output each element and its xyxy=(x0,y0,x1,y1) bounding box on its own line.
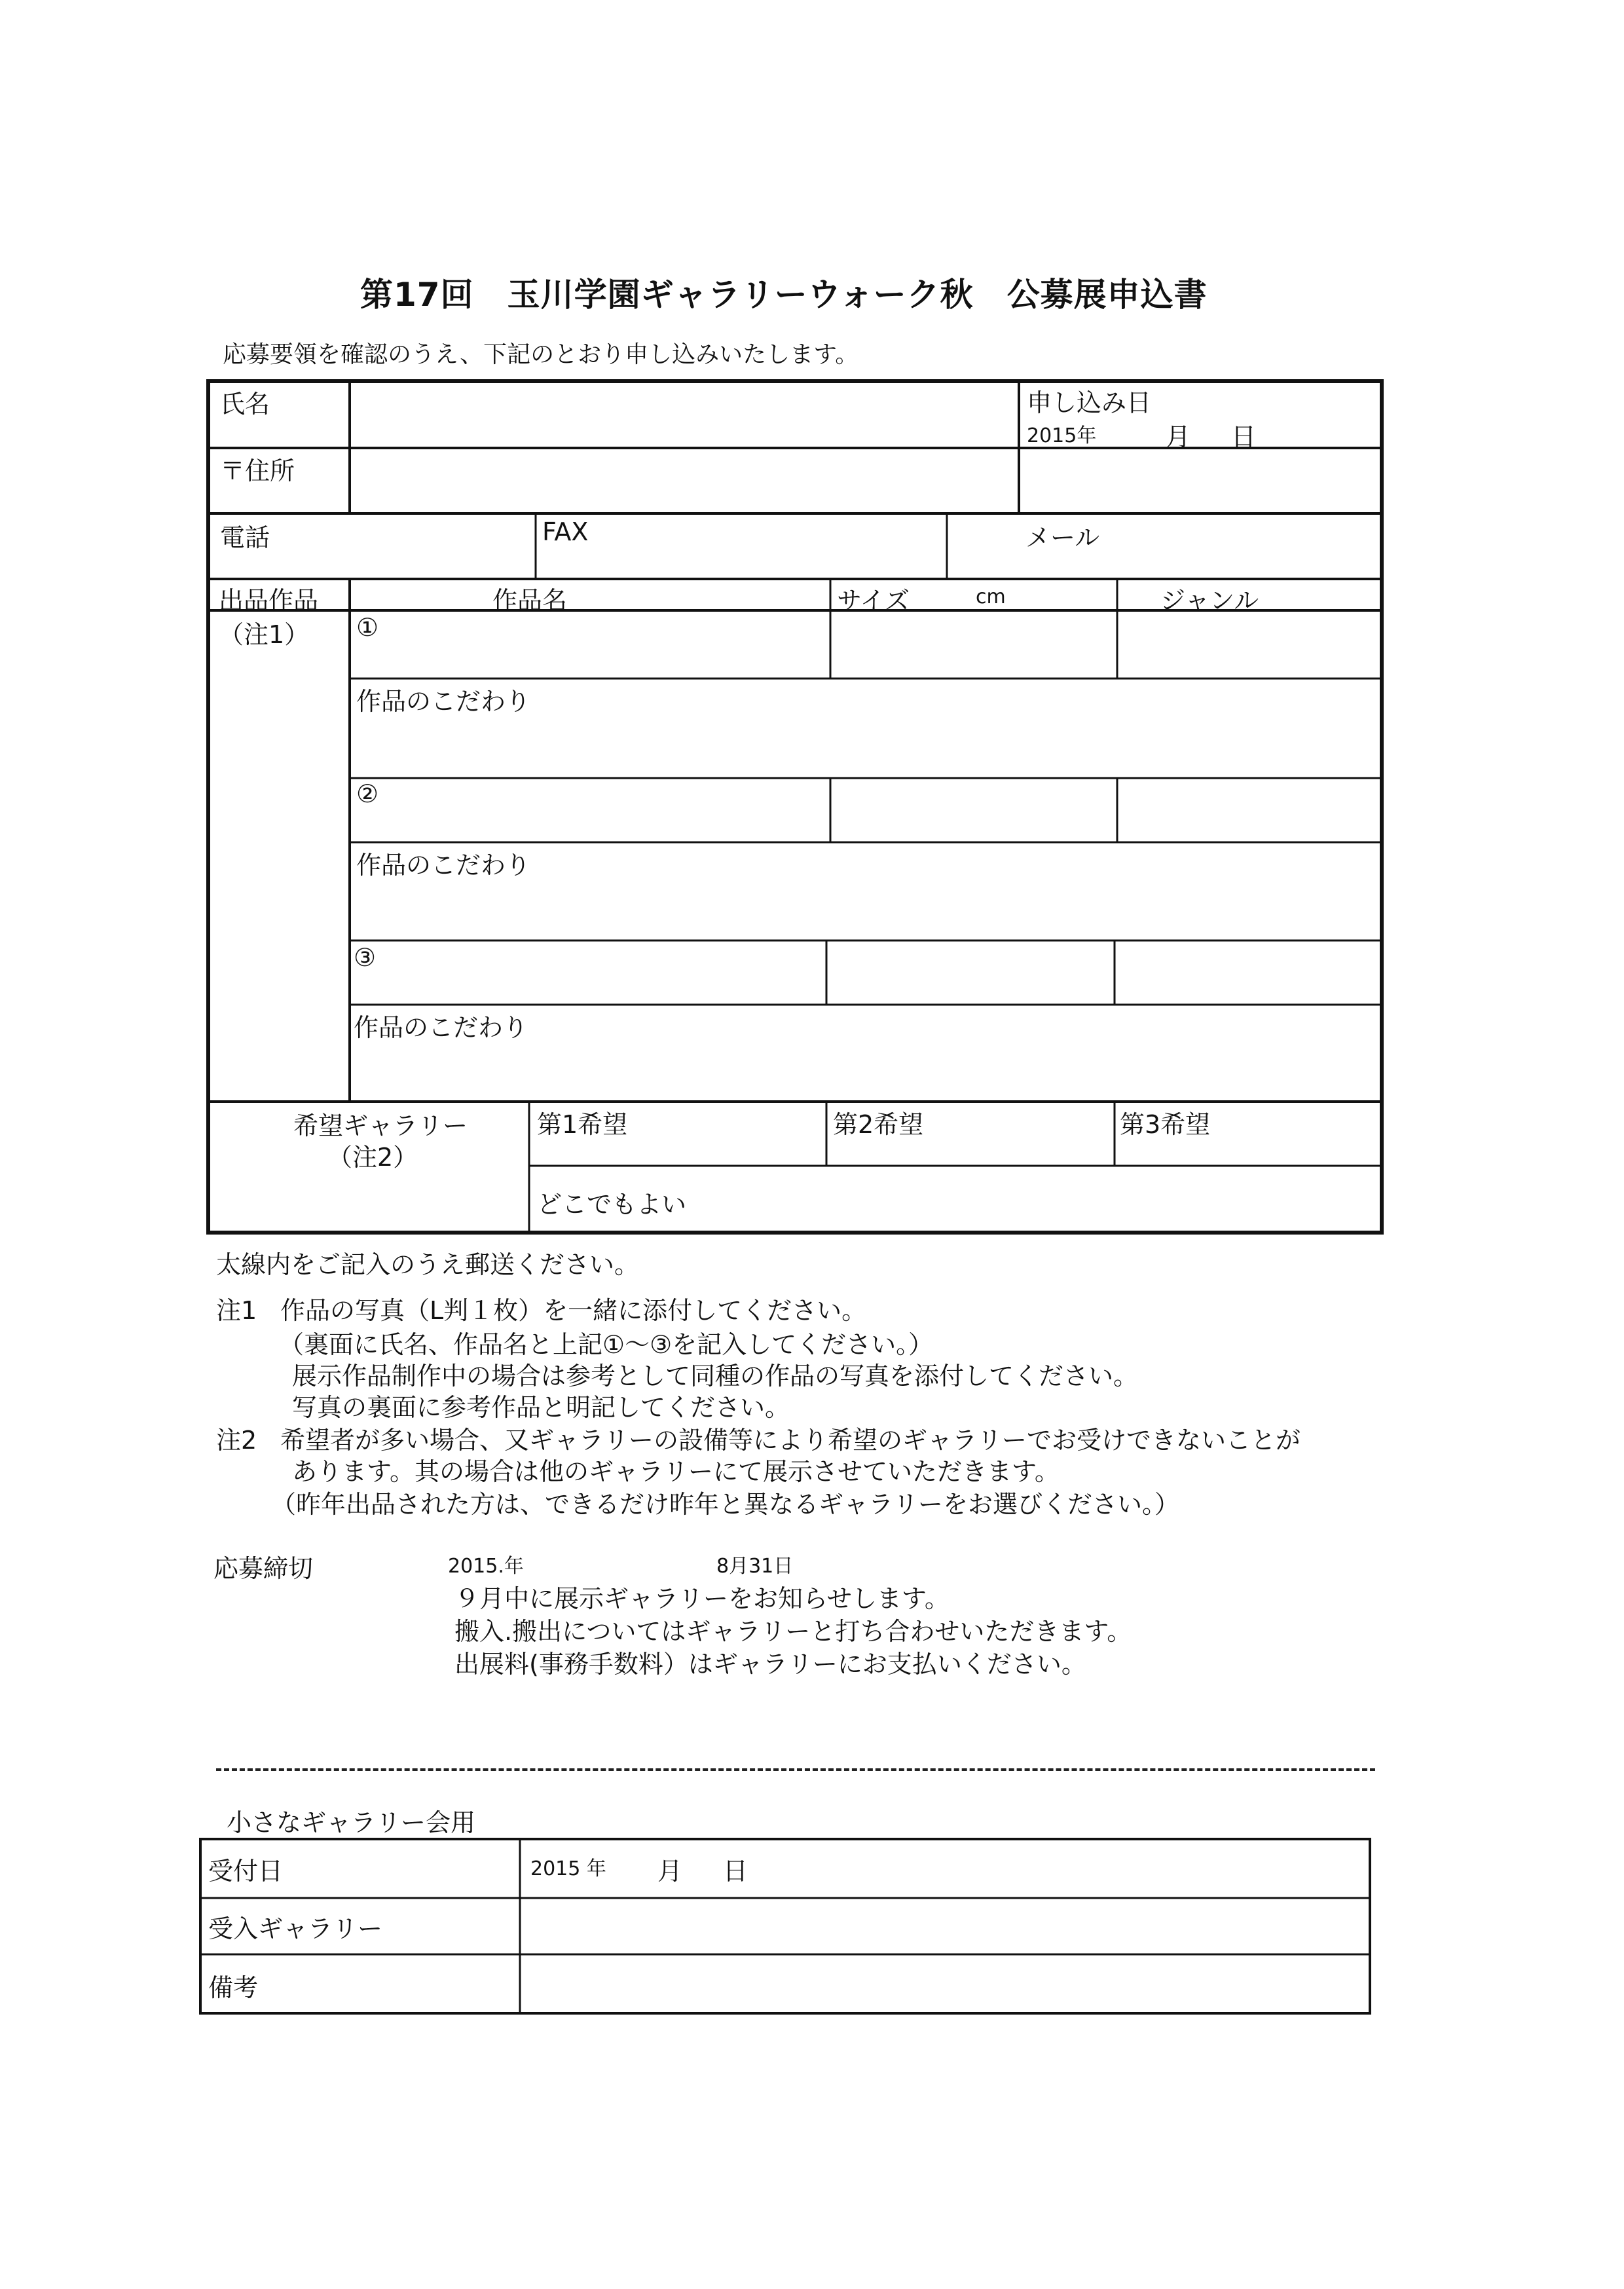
works-label: 出品作品 xyxy=(219,586,319,615)
note-2-line-2: あります。其の場合は他のギャラリーにて展示させていただきます。 xyxy=(292,1457,1060,1486)
choice-2-label: 第2希望 xyxy=(833,1110,924,1139)
note-2-line-1: 希望者が多い場合、又ギャラリーの設備等により希望のギャラリーでお受けできないことが xyxy=(280,1426,1301,1455)
apply-date-label: 申し込み日 xyxy=(1027,388,1152,417)
works-note: （注1） xyxy=(219,620,310,649)
page-title: 第17回 玉川学園ギャラリーウォーク秋 公募展申込書 xyxy=(360,276,1208,314)
mail-label: メール xyxy=(1025,523,1100,552)
office-header: 小さなギャラリー会用 xyxy=(227,1808,476,1837)
note-2-line-3: （昨年出品された方は、できるだけ昨年と異なるギャラリーをお選びください。） xyxy=(271,1490,1180,1519)
work-name-header: 作品名 xyxy=(492,586,568,615)
work-1-number: ① xyxy=(356,613,379,642)
genre-header: ジャンル xyxy=(1160,586,1259,615)
address-label: 〒住所 xyxy=(220,456,295,485)
received-date-month: 月 xyxy=(657,1857,683,1886)
work-1-commitment-label: 作品のこだわり xyxy=(356,687,531,716)
note-2-label: 注2 xyxy=(216,1426,257,1455)
deadline-label: 応募締切 xyxy=(213,1554,314,1583)
name-label: 氏名 xyxy=(220,390,270,419)
note-1-label: 注1 xyxy=(216,1296,257,1325)
phone-label: 電話 xyxy=(220,523,270,552)
name-field[interactable] xyxy=(354,385,1015,445)
work-2-number: ② xyxy=(356,779,379,808)
work-3-commitment-label: 作品のこだわり xyxy=(354,1013,528,1042)
received-date-year: 2015 年 xyxy=(530,1857,606,1880)
mail-in-note: 太線内をご記入のうえ郵送ください。 xyxy=(216,1250,640,1279)
received-date-label: 受付日 xyxy=(208,1857,284,1886)
deadline-line-2: 搬入.搬出についてはギャラリーと打ち合わせいただきます。 xyxy=(454,1617,1132,1646)
deadline-year: 2015.年 xyxy=(448,1555,524,1578)
choice-1-label: 第1希望 xyxy=(537,1110,628,1139)
fax-label: FAX xyxy=(542,517,589,546)
size-header: サイズ xyxy=(837,586,910,615)
received-date-day: 日 xyxy=(723,1857,748,1886)
note-1-line-2: （裏面に氏名、作品名と上記①～③を記入してください。） xyxy=(279,1330,934,1359)
gallery-note: （注2） xyxy=(327,1143,418,1172)
cut-line xyxy=(216,1768,1375,1771)
note-1-line-1: 作品の写真（L判１枚）を一緒に添付してください。 xyxy=(280,1296,867,1325)
accepted-gallery-label: 受入ギャラリー xyxy=(208,1914,383,1943)
gallery-label: 希望ギャラリー xyxy=(293,1111,468,1140)
choice-3-label: 第3希望 xyxy=(1120,1110,1211,1139)
size-unit: cm xyxy=(976,586,1006,608)
deadline-date: 8月31日 xyxy=(716,1555,794,1578)
deadline-line-3: 出展料(事務手数料）はギャラリーにお支払いください。 xyxy=(454,1650,1086,1679)
address-extra-field[interactable] xyxy=(1023,452,1376,511)
deadline-line-1: ９月中に展示ギャラリーをお知らせします。 xyxy=(454,1584,950,1613)
apply-date-year: 2015年 xyxy=(1027,424,1097,447)
note-1-line-4: 写真の裏面に参考作品と明記してください。 xyxy=(292,1393,790,1422)
address-field[interactable] xyxy=(354,452,1015,511)
work-2-commitment-label: 作品のこだわり xyxy=(356,851,531,880)
work-3-number: ③ xyxy=(354,943,377,972)
remarks-label: 備考 xyxy=(208,1973,259,2002)
note-1-line-3: 展示作品制作中の場合は参考として同種の作品の写真を添付してください。 xyxy=(292,1362,1139,1390)
anywhere-label: どこでもよい xyxy=(537,1190,687,1219)
apply-date-month: 月 xyxy=(1166,422,1191,451)
apply-date-day: 日 xyxy=(1231,422,1257,451)
intro-text: 応募要領を確認のうえ、下記のとおり申し込みいたします。 xyxy=(223,341,859,368)
